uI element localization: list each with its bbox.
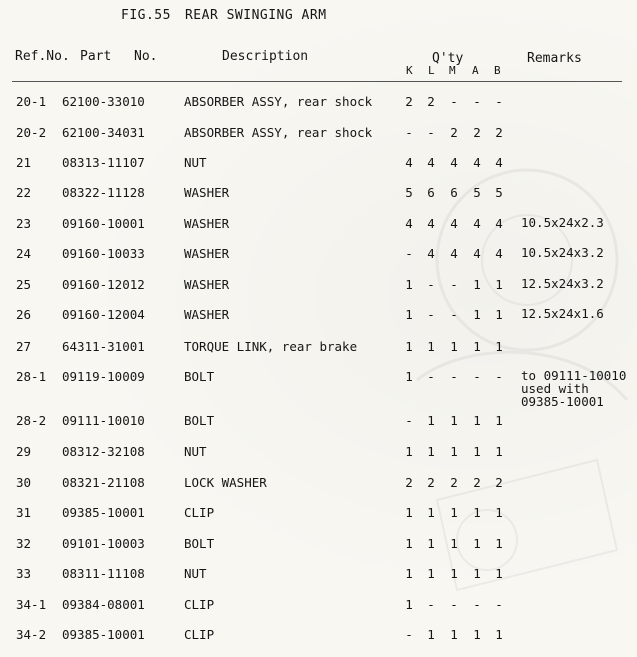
part-number: 09384-08001 bbox=[62, 597, 145, 612]
quantity-cell: 1 bbox=[495, 505, 503, 520]
quantity-cell: - bbox=[450, 369, 458, 384]
quantity-cell: 4 bbox=[427, 246, 435, 261]
remarks-text: used with bbox=[521, 381, 589, 396]
quantity-cell: - bbox=[427, 369, 435, 384]
quantity-cell: 1 bbox=[405, 307, 413, 322]
ref-number: 27 bbox=[16, 339, 32, 354]
quantity-cell: 6 bbox=[450, 185, 458, 200]
quantity-cell: 4 bbox=[427, 216, 435, 231]
quantity-cell: - bbox=[427, 307, 435, 322]
header-ref-no: Ref.No. bbox=[15, 49, 70, 64]
table-row bbox=[0, 339, 637, 359]
ref-number: 32 bbox=[16, 536, 32, 551]
quantity-cell: - bbox=[450, 597, 458, 612]
quantity-cell: 4 bbox=[495, 216, 503, 231]
quantity-cell: 1 bbox=[473, 413, 481, 428]
quantity-cell: 1 bbox=[473, 307, 481, 322]
quantity-cell: 5 bbox=[473, 185, 481, 200]
ref-number: 34-2 bbox=[16, 627, 47, 642]
part-description: WASHER bbox=[184, 307, 230, 322]
part-number: 09111-10010 bbox=[62, 413, 145, 428]
table-row bbox=[0, 597, 637, 617]
header-rule bbox=[12, 81, 622, 82]
table-row bbox=[0, 246, 637, 266]
table-row bbox=[0, 155, 637, 175]
ref-number: 34-1 bbox=[16, 597, 47, 612]
table-row bbox=[0, 216, 637, 236]
quantity-cell: 4 bbox=[473, 155, 481, 170]
quantity-cell: 1 bbox=[405, 597, 413, 612]
part-description: WASHER bbox=[184, 277, 230, 292]
ref-number: 28-2 bbox=[16, 413, 47, 428]
part-description: BOLT bbox=[184, 536, 215, 551]
remarks-text: to 09111-10010 bbox=[521, 368, 627, 383]
quantity-cell: 4 bbox=[495, 246, 503, 261]
quantity-cell: 2 bbox=[405, 475, 413, 490]
quantity-cell: 1 bbox=[495, 339, 503, 354]
table-row bbox=[0, 627, 637, 647]
table-row bbox=[0, 277, 637, 297]
part-description: WASHER bbox=[184, 216, 230, 231]
part-number: 08311-11108 bbox=[62, 566, 145, 581]
part-number: 09385-10001 bbox=[62, 627, 145, 642]
quantity-cell: 1 bbox=[405, 566, 413, 581]
part-number: 09160-10001 bbox=[62, 216, 145, 231]
quantity-cell: 1 bbox=[473, 627, 481, 642]
part-description: CLIP bbox=[184, 627, 215, 642]
part-number: 64311-31001 bbox=[62, 339, 145, 354]
part-description: TORQUE LINK, rear brake bbox=[184, 339, 358, 354]
part-description: CLIP bbox=[184, 505, 215, 520]
quantity-cell: - bbox=[495, 369, 503, 384]
part-description: BOLT bbox=[184, 369, 215, 384]
ref-number: 21 bbox=[16, 155, 32, 170]
table-row bbox=[0, 368, 637, 409]
header-part: Part bbox=[80, 49, 112, 64]
quantity-cell: 1 bbox=[427, 566, 435, 581]
ref-number: 28-1 bbox=[16, 369, 47, 384]
part-number: 09160-12004 bbox=[62, 307, 145, 322]
quantity-cell: 2 bbox=[405, 94, 413, 109]
header-quantity: Q'ty bbox=[432, 51, 464, 66]
part-number: 09160-12012 bbox=[62, 277, 145, 292]
table-row bbox=[0, 185, 637, 205]
header-remarks: Remarks bbox=[527, 51, 582, 66]
qty-col-l: L bbox=[428, 64, 435, 77]
part-description: WASHER bbox=[184, 246, 230, 261]
quantity-cell: 1 bbox=[473, 339, 481, 354]
quantity-cell: 2 bbox=[427, 475, 435, 490]
quantity-cell: 4 bbox=[450, 216, 458, 231]
quantity-cell: 2 bbox=[427, 94, 435, 109]
quantity-cell: 1 bbox=[473, 536, 481, 551]
quantity-cell: - bbox=[450, 94, 458, 109]
quantity-cell: 5 bbox=[495, 185, 503, 200]
part-description: NUT bbox=[184, 566, 207, 581]
quantity-cell: 1 bbox=[473, 277, 481, 292]
quantity-cell: - bbox=[427, 277, 435, 292]
quantity-cell: 2 bbox=[473, 475, 481, 490]
quantity-cell: - bbox=[473, 597, 481, 612]
quantity-cell: - bbox=[427, 597, 435, 612]
quantity-cell: 2 bbox=[450, 125, 458, 140]
part-number: 08322-11128 bbox=[62, 185, 145, 200]
quantity-cell: 4 bbox=[405, 155, 413, 170]
ref-number: 30 bbox=[16, 475, 32, 490]
quantity-cell: 1 bbox=[473, 444, 481, 459]
quantity-cell: 1 bbox=[473, 566, 481, 581]
quantity-cell: 1 bbox=[427, 536, 435, 551]
quantity-cell: 1 bbox=[427, 444, 435, 459]
quantity-cell: 1 bbox=[405, 339, 413, 354]
ref-number: 20-1 bbox=[16, 94, 47, 109]
quantity-cell: 4 bbox=[427, 155, 435, 170]
part-description: NUT bbox=[184, 444, 207, 459]
ref-number: 24 bbox=[16, 246, 32, 261]
quantity-cell: 1 bbox=[427, 413, 435, 428]
quantity-cell: - bbox=[427, 125, 435, 140]
ref-number: 31 bbox=[16, 505, 32, 520]
quantity-cell: 2 bbox=[495, 125, 503, 140]
quantity-cell: - bbox=[405, 125, 413, 140]
part-number: 09160-10033 bbox=[62, 246, 145, 261]
ref-number: 22 bbox=[16, 185, 32, 200]
part-number: 08312-32108 bbox=[62, 444, 145, 459]
quantity-cell: - bbox=[495, 94, 503, 109]
figure-number: FIG.55 bbox=[121, 8, 171, 23]
header-description: Description bbox=[222, 49, 309, 64]
quantity-cell: 1 bbox=[450, 566, 458, 581]
quantity-cell: 1 bbox=[450, 536, 458, 551]
part-description: WASHER bbox=[184, 185, 230, 200]
part-number: 09101-10003 bbox=[62, 536, 145, 551]
qty-col-a: A bbox=[472, 64, 479, 77]
part-number: 62100-33010 bbox=[62, 94, 145, 109]
qty-col-m: M bbox=[449, 64, 456, 77]
quantity-cell: 2 bbox=[450, 475, 458, 490]
figure-heading bbox=[121, 8, 327, 23]
table-row bbox=[0, 475, 637, 495]
part-number: 08313-11107 bbox=[62, 155, 145, 170]
quantity-cell: 1 bbox=[495, 536, 503, 551]
table-row bbox=[0, 536, 637, 556]
quantity-cell: 2 bbox=[473, 125, 481, 140]
quantity-cell: 4 bbox=[473, 216, 481, 231]
quantity-cell: 1 bbox=[405, 536, 413, 551]
remarks-text: 09385-10001 bbox=[521, 394, 604, 409]
table-row bbox=[0, 307, 637, 327]
quantity-cell: 1 bbox=[495, 413, 503, 428]
quantity-cell: 1 bbox=[427, 505, 435, 520]
table-row bbox=[0, 94, 637, 114]
quantity-cell: - bbox=[405, 246, 413, 261]
ref-number: 33 bbox=[16, 566, 32, 581]
part-description: NUT bbox=[184, 155, 207, 170]
table-row bbox=[0, 125, 637, 145]
quantity-cell: - bbox=[495, 597, 503, 612]
part-description: ABSORBER ASSY, rear shock bbox=[184, 94, 373, 109]
quantity-cell: - bbox=[405, 413, 413, 428]
figure-title: REAR SWINGING ARM bbox=[184, 8, 327, 23]
quantity-cell: 1 bbox=[450, 413, 458, 428]
quantity-cell: 1 bbox=[405, 369, 413, 384]
quantity-cell: - bbox=[473, 94, 481, 109]
quantity-cell: 5 bbox=[405, 185, 413, 200]
quantity-cell: 1 bbox=[450, 505, 458, 520]
quantity-cell: 1 bbox=[405, 277, 413, 292]
part-description: CLIP bbox=[184, 597, 215, 612]
header-no: No. bbox=[134, 49, 158, 64]
ref-number: 20-2 bbox=[16, 125, 47, 140]
quantity-cell: 1 bbox=[405, 505, 413, 520]
quantity-cell: 1 bbox=[473, 505, 481, 520]
quantity-cell: 4 bbox=[495, 155, 503, 170]
part-description: LOCK WASHER bbox=[184, 475, 267, 490]
quantity-cell: 6 bbox=[427, 185, 435, 200]
quantity-cell: 1 bbox=[495, 627, 503, 642]
quantity-cell: 1 bbox=[495, 307, 503, 322]
ref-number: 29 bbox=[16, 444, 32, 459]
quantity-cell: 1 bbox=[427, 339, 435, 354]
quantity-cell: 4 bbox=[450, 246, 458, 261]
quantity-cell: 1 bbox=[495, 566, 503, 581]
qty-col-k: K bbox=[406, 64, 413, 77]
quantity-cell: 4 bbox=[450, 155, 458, 170]
part-number: 09119-10009 bbox=[62, 369, 145, 384]
quantity-cell: 1 bbox=[495, 277, 503, 292]
quantity-cell: - bbox=[473, 369, 481, 384]
ref-number: 23 bbox=[16, 216, 32, 231]
table-row bbox=[0, 413, 637, 433]
remarks-text: 12.5x24x3.2 bbox=[521, 276, 604, 291]
table-row bbox=[0, 444, 637, 464]
ref-number: 26 bbox=[16, 307, 32, 322]
quantity-cell: 4 bbox=[473, 246, 481, 261]
quantity-cell: 1 bbox=[495, 444, 503, 459]
quantity-cell: - bbox=[450, 307, 458, 322]
quantity-cell: 1 bbox=[450, 444, 458, 459]
ref-number: 25 bbox=[16, 277, 32, 292]
quantity-cell: 1 bbox=[450, 627, 458, 642]
quantity-cell: 1 bbox=[450, 339, 458, 354]
quantity-cell: 2 bbox=[495, 475, 503, 490]
qty-col-b: B bbox=[494, 64, 501, 77]
remarks-text: 10.5x24x3.2 bbox=[521, 245, 604, 260]
table-row bbox=[0, 566, 637, 586]
remarks-text: 12.5x24x1.6 bbox=[521, 306, 604, 321]
quantity-cell: - bbox=[450, 277, 458, 292]
quantity-cell: 1 bbox=[405, 444, 413, 459]
part-description: BOLT bbox=[184, 413, 215, 428]
part-description: ABSORBER ASSY, rear shock bbox=[184, 125, 373, 140]
table-row bbox=[0, 505, 637, 525]
part-number: 08321-21108 bbox=[62, 475, 145, 490]
part-number: 62100-34031 bbox=[62, 125, 145, 140]
part-number: 09385-10001 bbox=[62, 505, 145, 520]
quantity-cell: 1 bbox=[427, 627, 435, 642]
quantity-cell: 4 bbox=[405, 216, 413, 231]
remarks-text: 10.5x24x2.3 bbox=[521, 215, 604, 230]
quantity-cell: - bbox=[405, 627, 413, 642]
